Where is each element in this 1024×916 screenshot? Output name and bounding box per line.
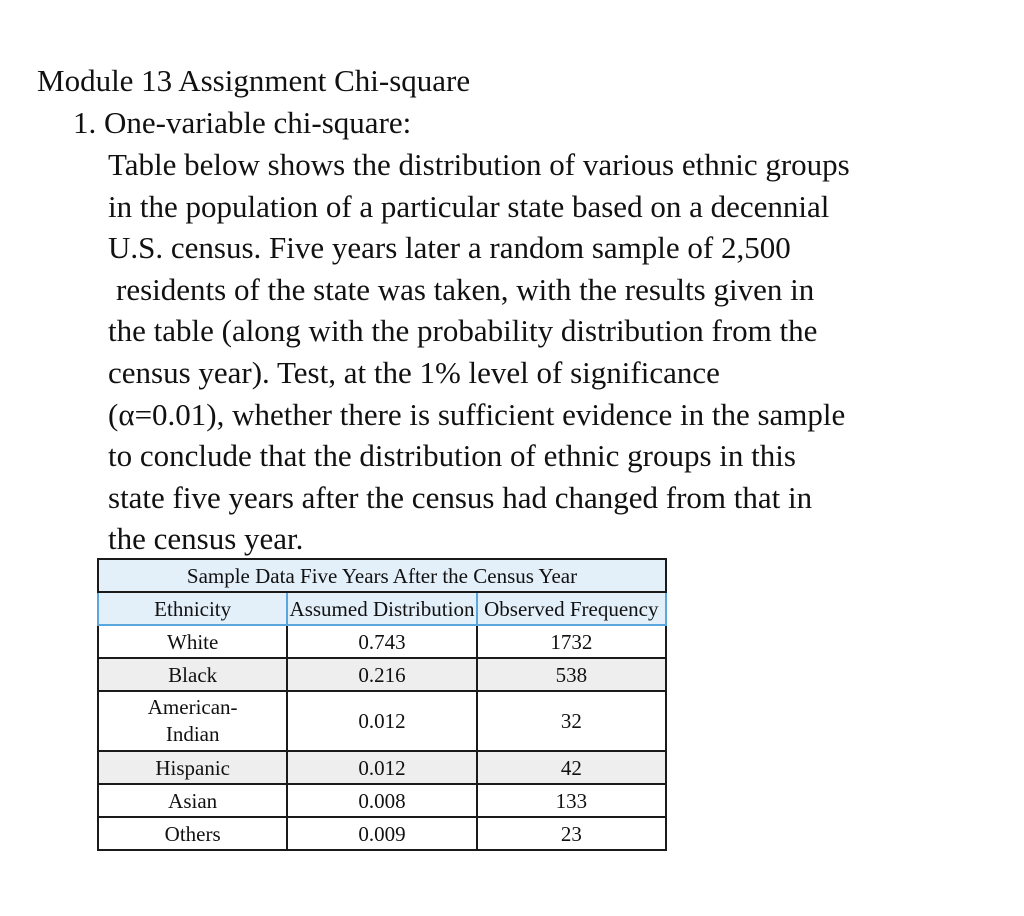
cell-frequency: 42 bbox=[477, 751, 666, 784]
cell-ethnicity bbox=[98, 691, 287, 751]
cell-ethnicity-line: Indian bbox=[165, 722, 220, 746]
table-caption-row bbox=[98, 559, 666, 592]
cell-ethnicity: Black bbox=[98, 658, 287, 691]
table-caption: Sample Data Five Years After the Census Year bbox=[98, 559, 666, 592]
cell-distribution: 0.216 bbox=[287, 658, 476, 691]
table-row bbox=[98, 625, 666, 658]
table-row bbox=[98, 817, 666, 850]
cell-distribution: 0.008 bbox=[287, 784, 476, 817]
cell-ethnicity: Asian bbox=[98, 784, 287, 817]
question-line: residents of the state was taken, with the results given in bbox=[116, 271, 815, 307]
cell-distribution: 0.743 bbox=[287, 625, 476, 658]
header-ethnicity: Ethnicity bbox=[98, 592, 287, 625]
table-header-row bbox=[98, 592, 666, 625]
cell-ethnicity: White bbox=[98, 625, 287, 658]
cell-distribution: 0.009 bbox=[287, 817, 476, 850]
question-line: to conclude that the distribution of ethnic groups in this bbox=[108, 438, 796, 474]
cell-ethnicity: Others bbox=[98, 817, 287, 850]
question-line: in the population of a particular state based on a decennial bbox=[108, 188, 830, 224]
cell-frequency: 32 bbox=[477, 691, 666, 751]
table-row bbox=[98, 658, 666, 691]
document-title: Module 13 Assignment Chi-square bbox=[37, 63, 471, 98]
table-row bbox=[98, 691, 666, 751]
cell-ethnicity-line: American- bbox=[147, 695, 238, 719]
header-observed-frequency: Observed Frequency bbox=[477, 592, 666, 625]
table-row bbox=[98, 751, 666, 784]
question-line: U.S. census. Five years later a random sample of 2,500 bbox=[108, 230, 791, 266]
question-text bbox=[108, 145, 850, 561]
question-line: the census year. bbox=[108, 521, 304, 557]
header-assumed-distribution: Assumed Distribution bbox=[287, 592, 476, 625]
cell-frequency: 133 bbox=[477, 784, 666, 817]
table-row bbox=[98, 784, 666, 817]
question-line: state five years after the census had changed from that in bbox=[108, 479, 813, 515]
cell-frequency: 1732 bbox=[477, 625, 666, 658]
census-data-table bbox=[97, 558, 667, 851]
cell-frequency: 538 bbox=[477, 658, 666, 691]
cell-ethnicity: Hispanic bbox=[98, 751, 287, 784]
question-line: (α=0.01), whether there is sufficient evidence in the sample bbox=[108, 396, 846, 432]
cell-distribution: 0.012 bbox=[287, 691, 476, 751]
question-line: the table (along with the probability distribution from the bbox=[108, 313, 818, 349]
question-line: census year). Test, at the 1% level of significance bbox=[108, 354, 720, 390]
question-label: 1. One-variable chi-square: bbox=[73, 105, 412, 140]
cell-distribution: 0.012 bbox=[287, 751, 476, 784]
cell-frequency: 23 bbox=[477, 817, 666, 850]
question-line: Table below shows the distribution of various ethnic groups bbox=[108, 147, 850, 182]
